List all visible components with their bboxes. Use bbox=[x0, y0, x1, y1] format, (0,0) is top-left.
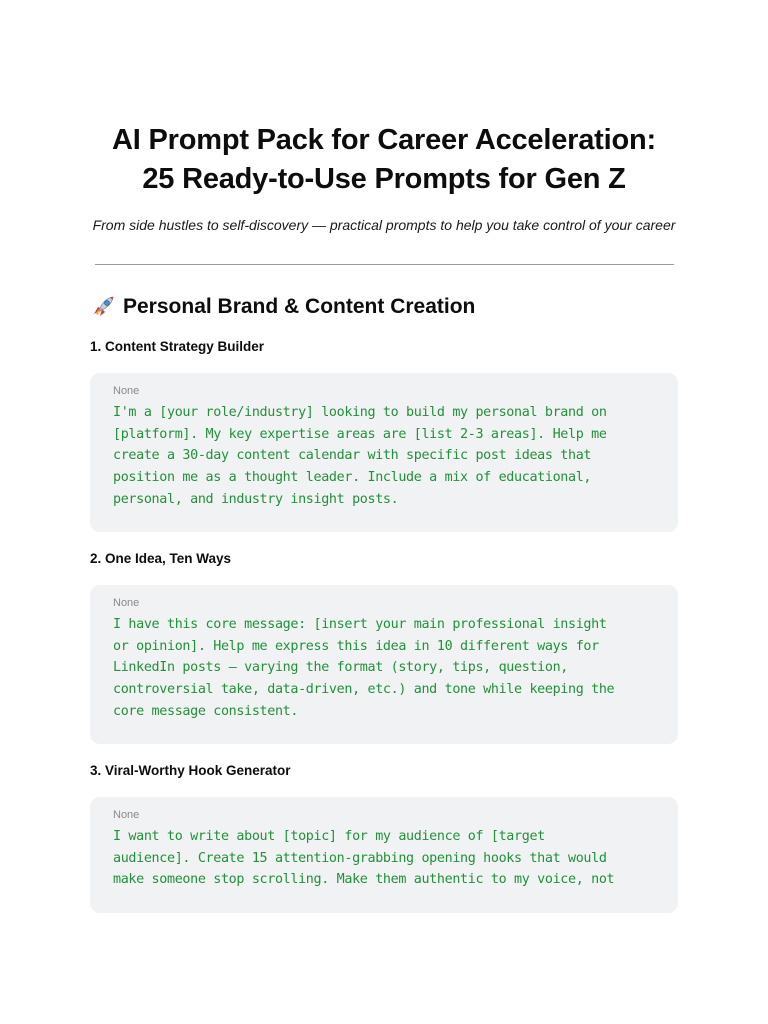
document-subtitle: From side hustles to self-discovery — practical prompts to help you take control of your career bbox=[92, 217, 676, 233]
prompt-text-1: I'm a [your role/industry] looking to build my personal brand on [platform]. My key expertise areas are [list 2-3 areas]. Help me create a 30-day content calendar with specific post ideas that position me as a thought leader. Include a mix of educational, personal, and industry insight posts. bbox=[113, 405, 607, 507]
document-title-line-1: AI Prompt Pack for Career Acceleration: bbox=[112, 124, 656, 156]
prompt-text-3: I want to write about [topic] for my audience of [target audience]. Create 15 attention-grabbing opening hooks that would make someone stop scrolling. Make them authentic to my voice, not bbox=[113, 829, 615, 888]
code-block-label: None bbox=[113, 597, 140, 609]
prompt-text-2: I have this core message: [insert your main professional insight or opinion]. Help me express this idea in 10 different ways for LinkedIn posts — varying the format (story, tips, question, controversial take, data-driven, etc.) and tone while keeping the core message consistent. bbox=[113, 617, 615, 719]
prompt-title-3: 3. Viral-Worthy Hook Generator bbox=[90, 763, 291, 778]
code-block-3 bbox=[90, 797, 678, 913]
section-heading bbox=[90, 292, 475, 322]
code-block-label: None bbox=[113, 809, 140, 821]
horizontal-divider bbox=[95, 264, 674, 265]
section-heading-label: Personal Brand & Content Creation bbox=[123, 295, 476, 318]
code-block-1 bbox=[90, 373, 678, 532]
rocket-icon bbox=[90, 294, 116, 320]
code-block-2 bbox=[90, 585, 678, 744]
code-block-label: None bbox=[113, 385, 140, 397]
document-title-line-2: 25 Ready-to-Use Prompts for Gen Z bbox=[142, 163, 626, 195]
prompt-title-1: 1. Content Strategy Builder bbox=[90, 339, 265, 354]
prompt-title-2: 2. One Idea, Ten Ways bbox=[90, 551, 232, 566]
document-title bbox=[0, 121, 768, 199]
